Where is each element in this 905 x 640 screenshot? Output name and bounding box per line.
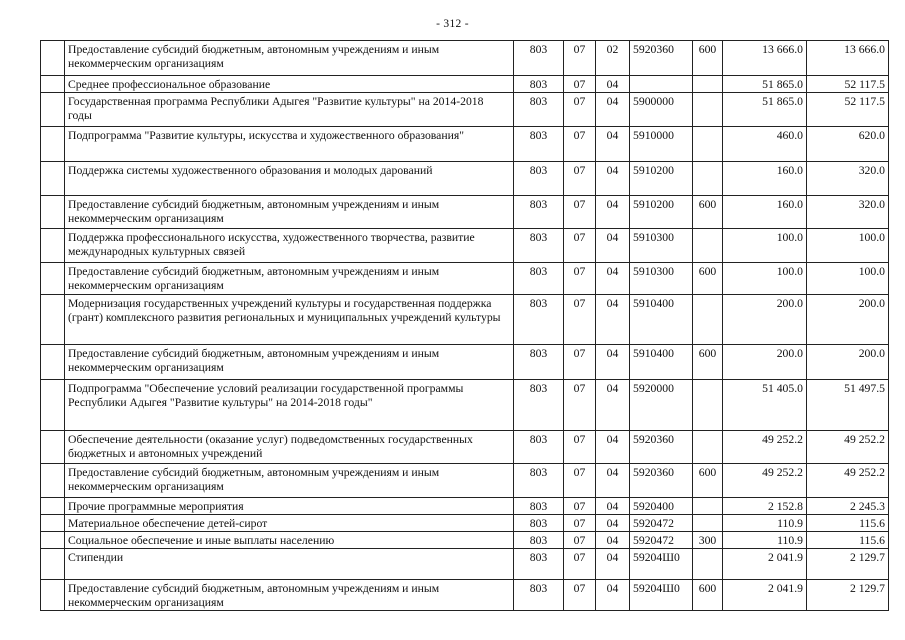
row-vr (693, 549, 723, 580)
blank-cell (41, 127, 65, 162)
row-sum-1: 100.0 (723, 263, 807, 295)
row-sum-2: 49 252.2 (807, 431, 889, 464)
row-csr: 5920360 (630, 464, 693, 498)
table-row (41, 196, 889, 229)
row-csr: 5920360 (630, 41, 693, 76)
row-name: Материальное обеспечение детей-сирот (65, 515, 514, 532)
row-ved: 803 (514, 76, 564, 93)
blank-cell (41, 93, 65, 127)
row-sum-2: 2 245.3 (807, 498, 889, 515)
row-pr: 04 (596, 515, 630, 532)
row-name: Социальное обеспечение и иные выплаты населению (65, 532, 514, 549)
row-csr (630, 76, 693, 93)
row-ved: 803 (514, 431, 564, 464)
row-sum-1: 160.0 (723, 162, 807, 196)
row-csr: 59204Ш0 (630, 580, 693, 611)
table-row (41, 127, 889, 162)
blank-cell (41, 263, 65, 295)
row-sum-2: 2 129.7 (807, 549, 889, 580)
row-sum-1: 49 252.2 (723, 431, 807, 464)
row-pr: 04 (596, 93, 630, 127)
row-rz: 07 (564, 229, 596, 263)
row-vr: 600 (693, 196, 723, 229)
row-sum-1: 2 041.9 (723, 580, 807, 611)
row-ved: 803 (514, 162, 564, 196)
row-sum-1: 460.0 (723, 127, 807, 162)
row-vr: 600 (693, 263, 723, 295)
row-pr: 04 (596, 162, 630, 196)
row-sum-2: 320.0 (807, 196, 889, 229)
row-sum-2: 100.0 (807, 263, 889, 295)
row-name: Обеспечение деятельности (оказание услуг) подведомственных государственных бюджетных и автономных учреждений (65, 431, 514, 464)
row-pr: 04 (596, 345, 630, 380)
row-vr: 600 (693, 41, 723, 76)
row-csr: 5910200 (630, 162, 693, 196)
row-rz: 07 (564, 498, 596, 515)
row-name: Предоставление субсидий бюджетным, автономным учреждениям и иным некоммерческим организациям (65, 196, 514, 229)
row-sum-1: 49 252.2 (723, 464, 807, 498)
table-row (41, 431, 889, 464)
row-pr: 04 (596, 431, 630, 464)
row-sum-1: 200.0 (723, 345, 807, 380)
row-csr: 5910400 (630, 295, 693, 345)
row-name: Предоставление субсидий бюджетным, автономным учреждениям и иным некоммерческим организациям (65, 580, 514, 611)
table-row (41, 76, 889, 93)
row-csr: 5910300 (630, 263, 693, 295)
table-row (41, 549, 889, 580)
row-sum-1: 51 865.0 (723, 93, 807, 127)
blank-cell (41, 380, 65, 431)
row-pr: 04 (596, 380, 630, 431)
table-row (41, 464, 889, 498)
row-rz: 07 (564, 76, 596, 93)
row-rz: 07 (564, 127, 596, 162)
table-row (41, 380, 889, 431)
row-vr (693, 76, 723, 93)
row-sum-2: 115.6 (807, 532, 889, 549)
row-pr: 04 (596, 580, 630, 611)
row-name: Стипендии (65, 549, 514, 580)
blank-cell (41, 229, 65, 263)
row-pr: 04 (596, 498, 630, 515)
row-pr: 04 (596, 127, 630, 162)
row-csr: 5920360 (630, 431, 693, 464)
row-rz: 07 (564, 380, 596, 431)
row-csr: 5920472 (630, 515, 693, 532)
row-name: Предоставление субсидий бюджетным, автономным учреждениям и иным некоммерческим организациям (65, 345, 514, 380)
row-ved: 803 (514, 464, 564, 498)
row-pr: 04 (596, 229, 630, 263)
blank-cell (41, 580, 65, 611)
row-csr: 5910200 (630, 196, 693, 229)
table-row (41, 345, 889, 380)
table-row (41, 580, 889, 611)
row-ved: 803 (514, 532, 564, 549)
row-rz: 07 (564, 162, 596, 196)
budget-table (40, 40, 889, 611)
row-sum-2: 100.0 (807, 229, 889, 263)
row-sum-2: 620.0 (807, 127, 889, 162)
blank-cell (41, 162, 65, 196)
blank-cell (41, 76, 65, 93)
page-number: - 312 - (436, 18, 469, 30)
row-sum-2: 52 117.5 (807, 76, 889, 93)
row-name: Предоставление субсидий бюджетным, автономным учреждениям и иным некоммерческим организациям (65, 41, 514, 76)
row-vr (693, 515, 723, 532)
row-pr: 04 (596, 532, 630, 549)
row-ved: 803 (514, 295, 564, 345)
row-name: Подпрограмма "Развитие культуры, искусства и художественного образования" (65, 127, 514, 162)
row-pr: 04 (596, 196, 630, 229)
blank-cell (41, 464, 65, 498)
row-sum-2: 200.0 (807, 295, 889, 345)
row-sum-1: 13 666.0 (723, 41, 807, 76)
row-sum-1: 51 405.0 (723, 380, 807, 431)
row-ved: 803 (514, 127, 564, 162)
row-sum-1: 110.9 (723, 532, 807, 549)
row-ved: 803 (514, 498, 564, 515)
row-rz: 07 (564, 515, 596, 532)
table-row (41, 498, 889, 515)
row-name: Предоставление субсидий бюджетным, автономным учреждениям и иным некоммерческим организациям (65, 464, 514, 498)
row-rz: 07 (564, 549, 596, 580)
row-name: Среднее профессиональное образование (65, 76, 514, 93)
row-rz: 07 (564, 580, 596, 611)
row-ved: 803 (514, 93, 564, 127)
row-pr: 04 (596, 549, 630, 580)
row-csr: 5920000 (630, 380, 693, 431)
row-name: Подпрограмма "Обеспечение условий реализации государственной программы Республики Адыгея "Развитие культуры" на 2014-2018 годы" (65, 380, 514, 431)
row-vr (693, 162, 723, 196)
row-rz: 07 (564, 464, 596, 498)
row-sum-1: 100.0 (723, 229, 807, 263)
row-sum-1: 2 152.8 (723, 498, 807, 515)
row-sum-2: 320.0 (807, 162, 889, 196)
row-name: Государственная программа Республики Адыгея "Развитие культуры" на 2014-2018 годы (65, 93, 514, 127)
blank-cell (41, 498, 65, 515)
row-csr: 59204Ш0 (630, 549, 693, 580)
row-csr: 5910000 (630, 127, 693, 162)
row-ved: 803 (514, 515, 564, 532)
row-vr (693, 127, 723, 162)
row-name: Прочие программные мероприятия (65, 498, 514, 515)
row-pr: 04 (596, 263, 630, 295)
row-vr: 300 (693, 532, 723, 549)
row-rz: 07 (564, 93, 596, 127)
row-ved: 803 (514, 196, 564, 229)
row-csr: 5910400 (630, 345, 693, 380)
blank-cell (41, 41, 65, 76)
table-row (41, 532, 889, 549)
row-sum-1: 200.0 (723, 295, 807, 345)
table-row (41, 162, 889, 196)
row-csr: 5910300 (630, 229, 693, 263)
row-rz: 07 (564, 431, 596, 464)
row-csr: 5900000 (630, 93, 693, 127)
row-rz: 07 (564, 263, 596, 295)
row-sum-2: 49 252.2 (807, 464, 889, 498)
row-sum-2: 52 117.5 (807, 93, 889, 127)
table-row (41, 515, 889, 532)
blank-cell (41, 515, 65, 532)
row-rz: 07 (564, 295, 596, 345)
table-row (41, 41, 889, 76)
row-vr (693, 295, 723, 345)
row-sum-2: 51 497.5 (807, 380, 889, 431)
row-vr: 600 (693, 580, 723, 611)
row-vr (693, 431, 723, 464)
row-sum-1: 51 865.0 (723, 76, 807, 93)
row-rz: 07 (564, 345, 596, 380)
row-csr: 5920400 (630, 498, 693, 515)
row-sum-2: 200.0 (807, 345, 889, 380)
row-rz: 07 (564, 196, 596, 229)
row-name: Поддержка системы художественного образования и молодых дарований (65, 162, 514, 196)
row-ved: 803 (514, 549, 564, 580)
table-row (41, 263, 889, 295)
row-name: Модернизация государственных учреждений культуры и государственная поддержка (грант) комплексного развития региональных и муниципальных учреждений культуры (65, 295, 514, 345)
row-vr: 600 (693, 345, 723, 380)
blank-cell (41, 345, 65, 380)
blank-cell (41, 549, 65, 580)
row-sum-2: 2 129.7 (807, 580, 889, 611)
row-pr: 04 (596, 464, 630, 498)
row-vr (693, 93, 723, 127)
row-csr: 5920472 (630, 532, 693, 549)
table-row (41, 295, 889, 345)
row-pr: 04 (596, 295, 630, 345)
row-ved: 803 (514, 345, 564, 380)
table-row (41, 229, 889, 263)
row-rz: 07 (564, 532, 596, 549)
row-sum-1: 110.9 (723, 515, 807, 532)
row-sum-2: 115.6 (807, 515, 889, 532)
row-pr: 04 (596, 76, 630, 93)
blank-cell (41, 295, 65, 345)
row-sum-1: 160.0 (723, 196, 807, 229)
row-pr: 02 (596, 41, 630, 76)
row-name: Поддержка профессионального искусства, художественного творчества, развитие международных культурных связей (65, 229, 514, 263)
row-ved: 803 (514, 263, 564, 295)
row-ved: 803 (514, 380, 564, 431)
row-vr (693, 380, 723, 431)
row-sum-1: 2 041.9 (723, 549, 807, 580)
blank-cell (41, 431, 65, 464)
row-ved: 803 (514, 41, 564, 76)
row-vr (693, 229, 723, 263)
row-sum-2: 13 666.0 (807, 41, 889, 76)
blank-cell (41, 196, 65, 229)
blank-cell (41, 532, 65, 549)
table-row (41, 93, 889, 127)
row-rz: 07 (564, 41, 596, 76)
row-vr: 600 (693, 464, 723, 498)
row-vr (693, 498, 723, 515)
row-ved: 803 (514, 580, 564, 611)
row-ved: 803 (514, 229, 564, 263)
row-name: Предоставление субсидий бюджетным, автономным учреждениям и иным некоммерческим организациям (65, 263, 514, 295)
